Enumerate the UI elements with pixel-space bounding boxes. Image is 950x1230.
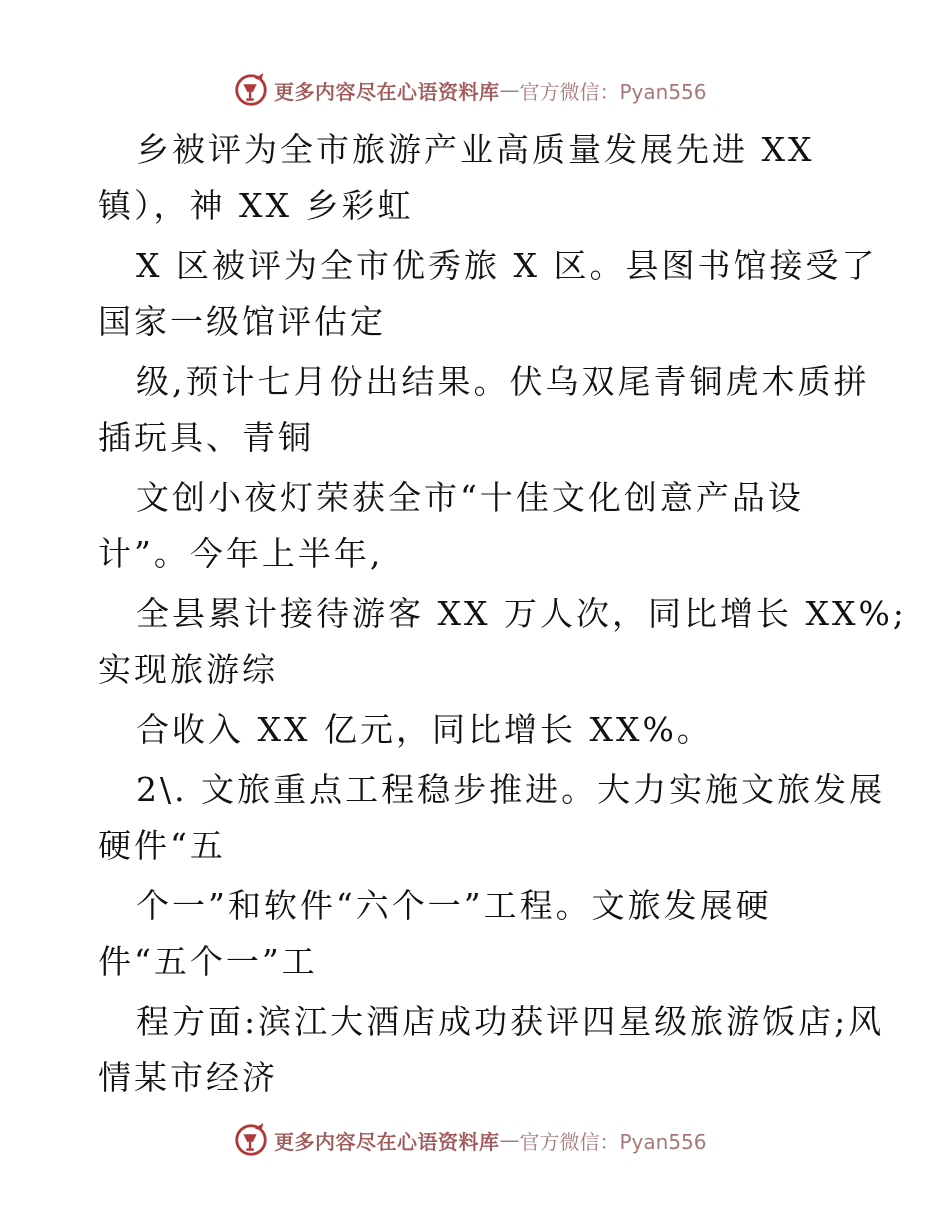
watermark-brand: 更多内容尽在心语资料库 (274, 79, 500, 104)
paragraph-line-8: 计”。今年上半年, (98, 534, 384, 573)
paragraph-line-12: 2\. 文旅重点工程稳步推进。大力实施文旅发展 (136, 770, 886, 809)
paragraph-line-17: 情某市经济 (98, 1058, 278, 1097)
paragraph-line-16: 程方面:滨江大酒店成功获评四星级旅游饭店;风 (136, 1002, 885, 1041)
watermark-dash: — (499, 1128, 520, 1152)
paragraph-line-11: 合收入 XX 亿元，同比增长 XX%。 (136, 710, 713, 749)
paragraph-line-7: 文创小夜灯荣获全市“十佳文化创意产品设 (136, 478, 804, 517)
watermark-contact: 官方微信：Pyan556 (519, 79, 707, 104)
paragraph-line-15: 件“五个一”工 (98, 942, 318, 981)
paragraph-line-6: 插玩具、青铜 (98, 418, 314, 457)
paragraph-line-5: 级,预计七月份出结果。伏乌双尾青铜虎木质拼 (136, 362, 870, 401)
watermark-brand: 更多内容尽在心语资料库 (274, 1129, 500, 1154)
watermark-contact: 官方微信：Pyan556 (519, 1129, 707, 1154)
paragraph-line-9: 全县累计接待游客 XX 万人次，同比增长 XX%; (136, 594, 907, 633)
paragraph-line-2: 镇），神 XX 乡彩虹 (98, 186, 414, 225)
paragraph-line-14: 个一”和软件“六个一”工程。文旅发展硬 (136, 886, 772, 925)
watermark-dash: — (499, 78, 520, 102)
footer-watermark (232, 1120, 707, 1160)
paragraph-line-13: 硬件“五 (98, 826, 226, 865)
wine-glass-logo-icon (232, 71, 270, 109)
header-watermark (232, 70, 707, 110)
paragraph-line-10: 实现旅游综 (98, 650, 278, 689)
paragraph-line-4: 国家一级馆评估定 (98, 302, 386, 341)
wine-glass-logo-icon (232, 1121, 270, 1159)
paragraph-line-1: 乡被评为全市旅游产业高质量发展先进 XX (136, 130, 815, 169)
paragraph-line-3: X 区被评为全市优秀旅 X 区。县图书馆接受了 (136, 246, 878, 285)
